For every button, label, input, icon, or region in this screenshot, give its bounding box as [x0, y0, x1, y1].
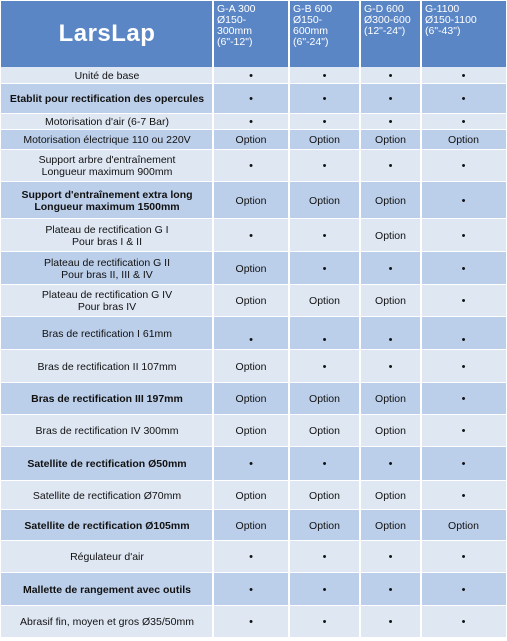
value-cell: • — [461, 489, 466, 502]
value-cell: • — [249, 583, 253, 596]
value-cell: • — [388, 551, 393, 563]
value-cell: Option — [235, 489, 267, 502]
row-label: Plateau de rectification G I Pour bras I & II — [45, 223, 169, 248]
table-row — [1, 541, 506, 573]
value-cell: • — [322, 334, 327, 346]
value-cell: • — [461, 194, 466, 207]
column-divider — [359, 1, 361, 639]
value-cell: Option — [375, 489, 406, 502]
table-row — [1, 573, 506, 606]
value-cell: • — [388, 93, 393, 105]
value-cell: • — [249, 229, 253, 242]
table-row — [1, 415, 506, 447]
column-header-line: Ø150- — [293, 14, 323, 26]
value-cell: • — [461, 116, 466, 128]
value-cell: • — [461, 69, 466, 82]
value-cell: Option — [235, 295, 267, 307]
row-label: Motorisation d'air (6-7 Bar) — [45, 116, 169, 128]
value-cell: • — [388, 69, 393, 82]
value-cell: • — [249, 116, 253, 128]
value-cell: • — [322, 583, 327, 596]
column-header-line: G-A 300 — [217, 3, 256, 15]
value-cell: Option — [375, 295, 406, 307]
row-label: Support arbre d'entraînement Longueur maximum 900mm — [38, 154, 176, 178]
value-cell: • — [461, 458, 466, 470]
value-cell: • — [461, 583, 466, 596]
value-cell: • — [322, 160, 327, 172]
row-label: Support d'entraînement extra long Longueur maximum 1500mm — [21, 188, 193, 213]
column-header-line: 300mm — [217, 25, 253, 37]
value-cell: • — [388, 360, 393, 373]
value-cell: Option — [309, 134, 340, 146]
value-cell: • — [249, 69, 253, 82]
value-cell: Option — [448, 134, 479, 146]
row-label: Mallette de rangement avec outils — [22, 583, 192, 596]
value-cell: • — [249, 334, 253, 346]
table-row — [1, 383, 506, 415]
row-divider — [1, 637, 506, 639]
table-row — [1, 350, 506, 383]
column-header-line: (6"-24") — [293, 36, 329, 48]
comparison-table — [1, 1, 506, 639]
value-cell: Option — [448, 519, 479, 532]
table-row — [1, 510, 506, 541]
table-row — [1, 606, 506, 638]
value-cell: • — [322, 616, 327, 628]
value-cell: • — [388, 458, 393, 470]
table-row — [1, 317, 506, 350]
value-cell: Option — [309, 295, 340, 307]
column-header-line: G-D 600 — [364, 3, 404, 15]
column-header-line: 600mm — [293, 25, 329, 37]
row-label: Bras de rectification II 107mm — [37, 360, 177, 373]
value-cell: • — [461, 295, 466, 307]
column-divider — [288, 1, 290, 639]
value-cell: Option — [235, 519, 267, 532]
value-cell: • — [322, 360, 327, 373]
value-cell: • — [322, 229, 327, 242]
column-divider — [420, 1, 422, 639]
value-cell: • — [249, 458, 253, 470]
column-header — [213, 1, 289, 67]
column-header-line: Ø150- — [217, 14, 247, 26]
value-cell: • — [249, 616, 253, 628]
value-cell: Option — [235, 194, 267, 207]
column-header — [289, 1, 360, 67]
value-cell: • — [322, 262, 327, 275]
row-label: Etablit pour rectification des opercules — [9, 93, 205, 105]
value-cell: • — [461, 93, 466, 105]
row-label: Plateau de rectification G IV Pour bras IV — [41, 289, 173, 313]
value-cell: Option — [235, 262, 267, 275]
value-cell: • — [461, 360, 466, 373]
table-row — [1, 114, 506, 130]
value-cell: • — [322, 93, 327, 105]
value-cell: Option — [375, 393, 406, 405]
table-row — [1, 150, 506, 182]
value-cell: Option — [235, 360, 267, 373]
column-header-line: Ø150-1100 — [425, 14, 477, 26]
value-cell: • — [461, 160, 466, 172]
row-label: Régulateur d'air — [70, 551, 144, 563]
row-label: Bras de rectification I 61mm — [41, 327, 173, 340]
value-cell: • — [461, 229, 466, 242]
value-cell: • — [461, 262, 466, 275]
row-label: Satellite de rectification Ø105mm — [24, 519, 190, 532]
column-header-line: Ø300-600 — [364, 14, 411, 26]
row-label: Plateau de rectification G II Pour bras II, III & IV — [43, 256, 171, 281]
value-cell: • — [461, 393, 466, 405]
table-row — [1, 182, 506, 219]
value-cell: Option — [235, 393, 267, 405]
table-row — [1, 447, 506, 481]
column-header-line: (12"-24") — [364, 25, 406, 37]
table-row — [1, 285, 506, 317]
table-row — [1, 481, 506, 510]
value-cell: Option — [309, 194, 340, 207]
value-cell: Option — [309, 489, 340, 502]
value-cell: Option — [375, 229, 406, 242]
column-header-line: G-B 600 — [293, 3, 333, 15]
value-cell: Option — [375, 425, 406, 437]
value-cell: Option — [309, 425, 340, 437]
value-cell: • — [388, 583, 393, 596]
value-cell: • — [388, 160, 393, 172]
table-row — [1, 67, 506, 84]
value-cell: • — [322, 69, 327, 82]
value-cell: • — [388, 334, 393, 346]
row-label: Abrasif fin, moyen et gros Ø35/50mm — [20, 616, 194, 628]
value-cell: • — [249, 93, 253, 105]
column-header — [421, 1, 506, 67]
value-cell: • — [388, 262, 393, 275]
column-header — [360, 1, 421, 67]
table-title: LarsLap — [1, 1, 213, 67]
row-label: Satellite de rectification Ø70mm — [32, 489, 182, 502]
column-header-line: (6"-12") — [217, 36, 253, 48]
value-cell: • — [388, 616, 393, 628]
value-cell: • — [461, 334, 466, 346]
value-cell: • — [461, 551, 466, 563]
value-cell: • — [322, 551, 327, 563]
table-row — [1, 130, 506, 150]
value-cell: Option — [235, 134, 267, 146]
value-cell: Option — [375, 519, 406, 532]
column-divider — [212, 1, 214, 639]
value-cell: Option — [309, 393, 340, 405]
column-header-line: G-1100 — [425, 3, 460, 15]
row-label: Satellite de rectification Ø50mm — [27, 458, 187, 470]
row-label: Bras de rectification IV 300mm — [35, 425, 179, 437]
value-cell: Option — [309, 519, 340, 532]
value-cell: Option — [375, 194, 406, 207]
row-label: Unité de base — [74, 69, 140, 82]
value-cell: Option — [235, 425, 267, 437]
value-cell: • — [388, 116, 393, 128]
value-cell: • — [461, 616, 466, 628]
table-row — [1, 84, 506, 114]
value-cell: • — [322, 116, 327, 128]
value-cell: • — [322, 458, 327, 470]
table-row — [1, 252, 506, 285]
column-header-line: (6"-43") — [425, 25, 461, 37]
row-label: Bras de rectification III 197mm — [31, 393, 183, 405]
value-cell: Option — [375, 134, 406, 146]
value-cell: • — [461, 425, 466, 437]
value-cell: • — [249, 551, 253, 563]
row-label: Motorisation électrique 110 ou 220V — [23, 134, 191, 146]
table-row — [1, 219, 506, 252]
value-cell: • — [249, 160, 253, 172]
